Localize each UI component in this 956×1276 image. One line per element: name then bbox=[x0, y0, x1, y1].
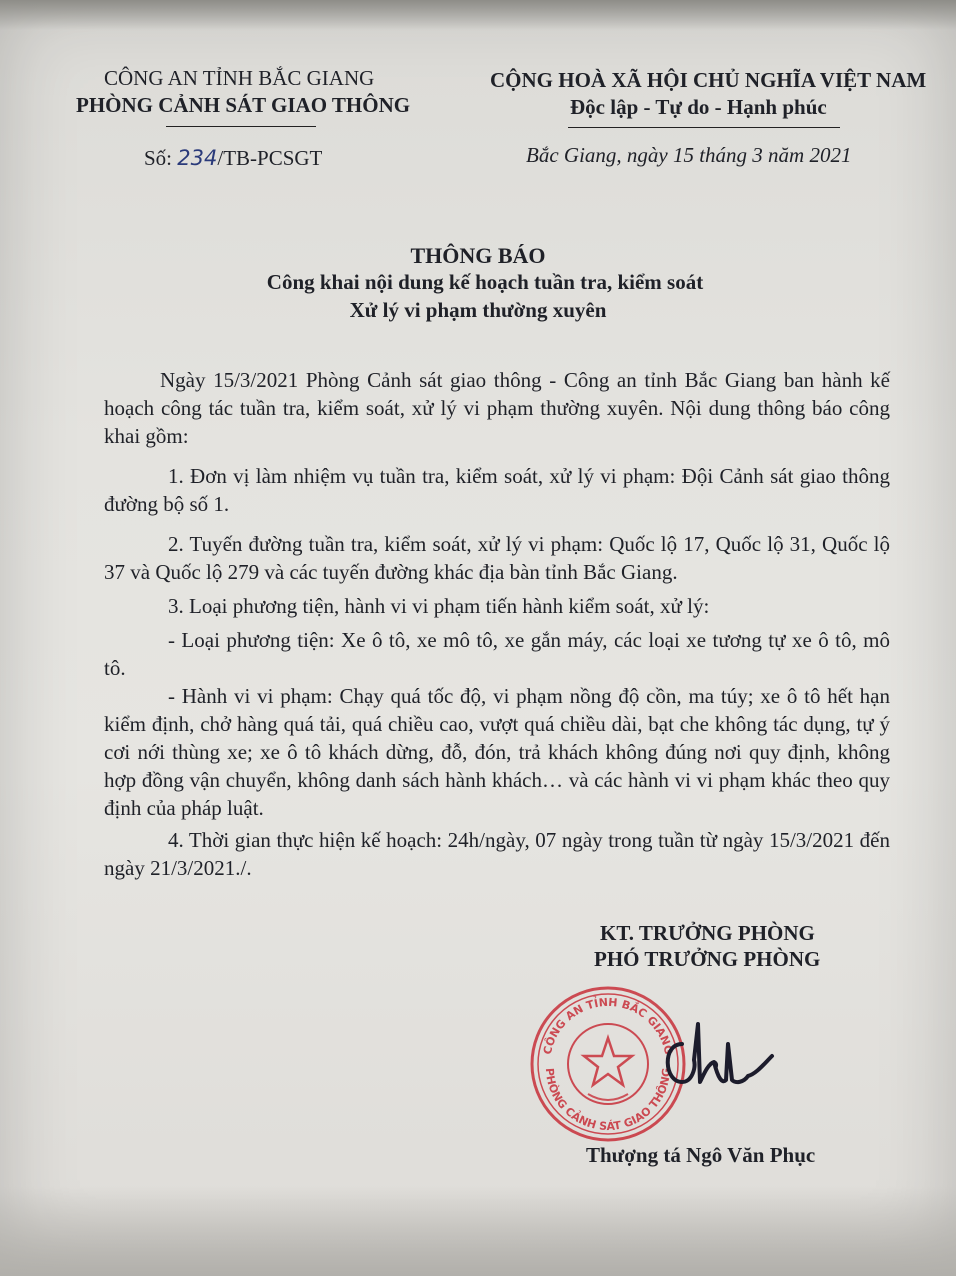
item-3a: - Loại phương tiện: Xe ô tô, xe mô tô, xe gắn máy, các loại xe tương tự xe ô tô, mô tô. bbox=[104, 628, 890, 680]
agency-name: CÔNG AN TỈNH BẮC GIANG bbox=[104, 66, 375, 90]
signer-name: Thượng tá Ngô Văn Phục bbox=[586, 1143, 816, 1167]
document-subtitle-1: Công khai nội dung kế hoạch tuần tra, kiểm soát bbox=[266, 270, 704, 294]
department-name: PHÒNG CẢNH SÁT GIAO THÔNG bbox=[76, 93, 411, 117]
shadow-bottom bbox=[0, 1186, 956, 1276]
number-handwritten: 234 bbox=[177, 146, 218, 170]
shadow-top bbox=[0, 0, 956, 30]
handwritten-signature bbox=[652, 1004, 782, 1094]
number-prefix: Số: bbox=[144, 146, 173, 170]
item-3: 3. Loại phương tiện, hành vi vi phạm tiến hành kiểm soát, xử lý: bbox=[168, 594, 710, 618]
stamp-text-top: CÔNG AN TỈNH BẮC GIANG bbox=[540, 995, 676, 1056]
country-name: CỘNG HOÀ XÃ HỘI CHỦ NGHĨA VIỆT NAM bbox=[490, 68, 927, 92]
document-subtitle-2: Xử lý vi phạm thường xuyên bbox=[349, 298, 607, 322]
stamp-text-bottom: PHÒNG CẢNH SÁT GIAO THÔNG bbox=[542, 1067, 674, 1134]
document-date: Bắc Giang, ngày 15 tháng 3 năm 2021 bbox=[526, 143, 852, 167]
stamp-star-icon bbox=[584, 1038, 632, 1085]
item-1: 1. Đơn vị làm nhiệm vụ tuần tra, kiểm soát, xử lý vi phạm: Đội Cảnh sát giao thông đường bộ số 1. bbox=[104, 464, 890, 516]
item-3b: - Hành vi vi phạm: Chạy quá tốc độ, vi phạm nồng độ cồn, ma túy; xe ô tô hết hạn kiểm định, chở hàng quá tải, quá chiều cao, vượt quá chiều dài, bạt che không tác dụng, tự ý cơi nới thùng xe; xe ô tô khách dừng, đỗ, đón, trả khách không đúng nơi quy định, không hợp đồng vận chuyển, không danh sách hành khách… và các hành vi vi phạm khác theo quy định của pháp luật. bbox=[104, 684, 890, 820]
number-suffix: /TB-PCSGT bbox=[217, 146, 323, 170]
intro-paragraph: Ngày 15/3/2021 Phòng Cảnh sát giao thông - Công an tỉnh Bắc Giang ban hành kế hoạch công tác tuần tra, kiểm soát, xử lý vi phạm thường xuyên. Nội dung thông báo công khai gồm: bbox=[104, 368, 890, 448]
department-underline bbox=[166, 126, 316, 127]
item-4: 4. Thời gian thực hiện kế hoạch: 24h/ngày, 07 ngày trong tuần từ ngày 15/3/2021 đến ngày 21/3/2021./. bbox=[104, 828, 890, 880]
document-title: THÔNG BÁO bbox=[410, 243, 546, 268]
signature-role-2: PHÓ TRƯỞNG PHÒNG bbox=[594, 947, 821, 971]
document-number bbox=[144, 146, 322, 171]
motto-underline bbox=[568, 127, 840, 128]
signature-role-1: KT. TRƯỞNG PHÒNG bbox=[600, 921, 815, 945]
item-2: 2. Tuyến đường tuần tra, kiểm soát, xử lý vi phạm: Quốc lộ 17, Quốc lộ 31, Quốc lộ 37 và Quốc lộ 279 và các tuyến đường khác địa bàn tỉnh Bắc Giang. bbox=[104, 532, 890, 584]
national-motto: Độc lập - Tự do - Hạnh phúc bbox=[570, 95, 827, 119]
